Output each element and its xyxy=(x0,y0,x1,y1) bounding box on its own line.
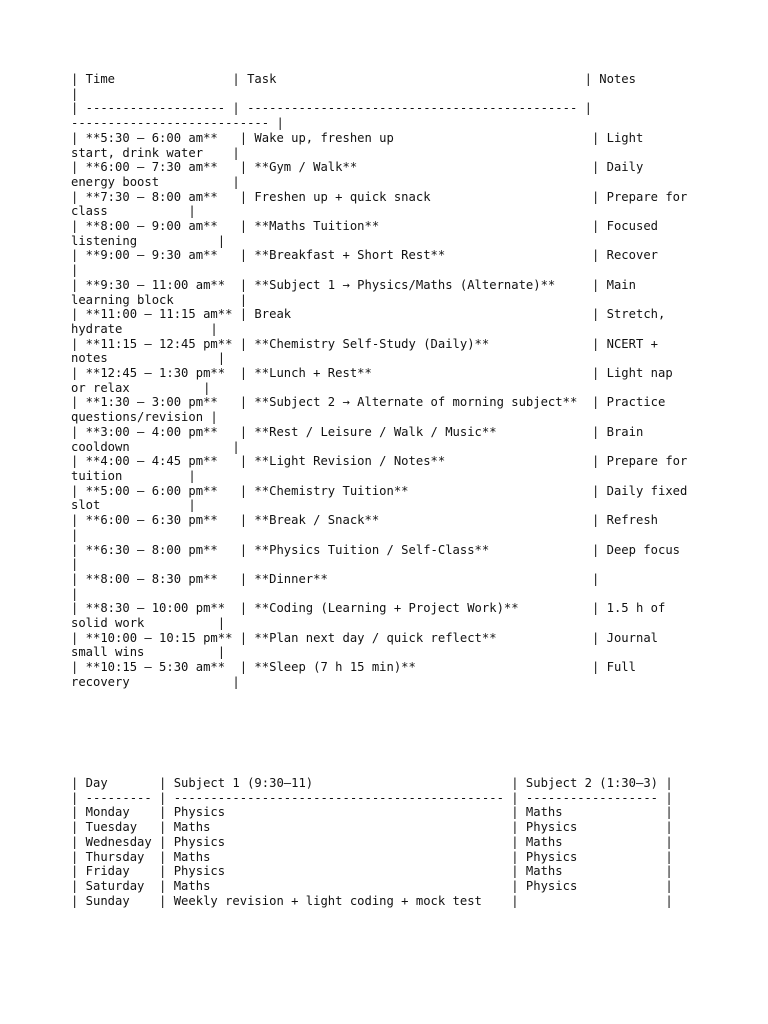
schedule-line: | **10:15 – 5:30 am** | **Sleep (7 h 15 min)** | Full xyxy=(71,660,636,675)
schedule-line: or relax | xyxy=(71,380,211,395)
schedule-line: | xyxy=(71,557,79,572)
schedule-line: | **6:00 – 7:30 am** | **Gym / Walk** | Daily xyxy=(71,160,644,175)
weekly-line: | Sunday | Weekly revision + light coding + mock test | | xyxy=(71,893,673,908)
schedule-line: | xyxy=(71,86,79,101)
schedule-line: class | xyxy=(71,204,196,219)
schedule-line: | Time | Task | Notes xyxy=(71,72,636,86)
schedule-line: | **6:00 – 6:30 pm** | **Break / Snack** | Refresh xyxy=(71,513,658,528)
schedule-line: | **9:00 – 9:30 am** | **Breakfast + Short Rest** | Recover xyxy=(71,248,658,263)
schedule-line: | **3:00 – 4:00 pm** | **Rest / Leisure / Walk / Music** | Brain xyxy=(71,424,644,439)
weekly-line: | Friday | Physics | Maths | xyxy=(71,864,673,879)
weekly-line: | Tuesday | Maths | Physics | xyxy=(71,820,673,835)
schedule-line: slot | xyxy=(71,498,196,513)
weekly-line: | Thursday | Maths | Physics | xyxy=(71,849,673,864)
schedule-line: | **5:00 – 6:00 pm** | **Chemistry Tuition** | Daily fixed xyxy=(71,483,688,498)
weekly-line: | --------- | --------------------------------------------- | ------------------ | xyxy=(71,790,673,805)
schedule-line: | **7:30 – 8:00 am** | Freshen up + quick snack | Prepare for xyxy=(71,189,688,204)
schedule-line: | **5:30 – 6:00 am** | Wake up, freshen up | Light xyxy=(71,130,644,145)
schedule-line: | xyxy=(71,527,79,542)
schedule-line: | **4:00 – 4:45 pm** | **Light Revision / Notes** | Prepare for xyxy=(71,454,688,469)
schedule-line: | xyxy=(71,586,79,601)
schedule-line: solid work | xyxy=(71,616,226,631)
schedule-line: | **9:30 – 11:00 am** | **Subject 1 → Physics/Maths (Alternate)** | Main xyxy=(71,277,636,292)
schedule-line: tuition | xyxy=(71,468,196,483)
schedule-line: | **11:15 – 12:45 pm** | **Chemistry Self-Study (Daily)** | NCERT + xyxy=(71,336,658,351)
weekly-line: | Day | Subject 1 (9:30–11) | Subject 2 (1:30–3) | xyxy=(71,776,673,790)
schedule-line: notes | xyxy=(71,351,226,366)
schedule-line: start, drink water | xyxy=(71,145,240,160)
weekly-line: | Monday | Physics | Maths | xyxy=(71,805,673,820)
schedule-line: | **1:30 – 3:00 pm** | **Subject 2 → Alternate of morning subject** | Practice xyxy=(71,395,666,410)
weekly-line: | Saturday | Maths | Physics | xyxy=(71,878,673,893)
schedule-line: questions/revision | xyxy=(71,410,218,425)
schedule-line: | xyxy=(71,263,79,278)
schedule-line: | **8:00 – 8:30 pm** | **Dinner** | xyxy=(71,571,600,586)
schedule-line: | **6:30 – 8:00 pm** | **Physics Tuition / Self-Class** | Deep focus xyxy=(71,542,681,557)
schedule-line: | **11:00 – 11:15 am** | Break | Stretch, xyxy=(71,307,666,322)
daily-schedule-table xyxy=(71,72,687,690)
schedule-line: --------------------------- | xyxy=(71,116,284,131)
schedule-line: | **8:30 – 10:00 pm** | **Coding (Learning + Project Work)** | 1.5 h of xyxy=(71,601,666,616)
schedule-line: listening | xyxy=(71,233,226,248)
schedule-line: | **10:00 – 10:15 pm** | **Plan next day / quick reflect** | Journal xyxy=(71,630,658,645)
schedule-line: energy boost | xyxy=(71,174,240,189)
weekly-subject-table xyxy=(71,776,673,908)
schedule-line: learning block | xyxy=(71,292,248,307)
schedule-line: hydrate | xyxy=(71,321,218,336)
schedule-line: cooldown | xyxy=(71,439,240,454)
weekly-line: | Wednesday | Physics | Maths | xyxy=(71,834,673,849)
schedule-line: recovery | xyxy=(71,674,240,689)
schedule-line: | **12:45 – 1:30 pm** | **Lunch + Rest** | Light nap xyxy=(71,366,673,381)
schedule-line: small wins | xyxy=(71,645,226,660)
schedule-line: | ------------------- | --------------------------------------------- | xyxy=(71,101,592,116)
schedule-line: | **8:00 – 9:00 am** | **Maths Tuition** | Focused xyxy=(71,219,658,234)
